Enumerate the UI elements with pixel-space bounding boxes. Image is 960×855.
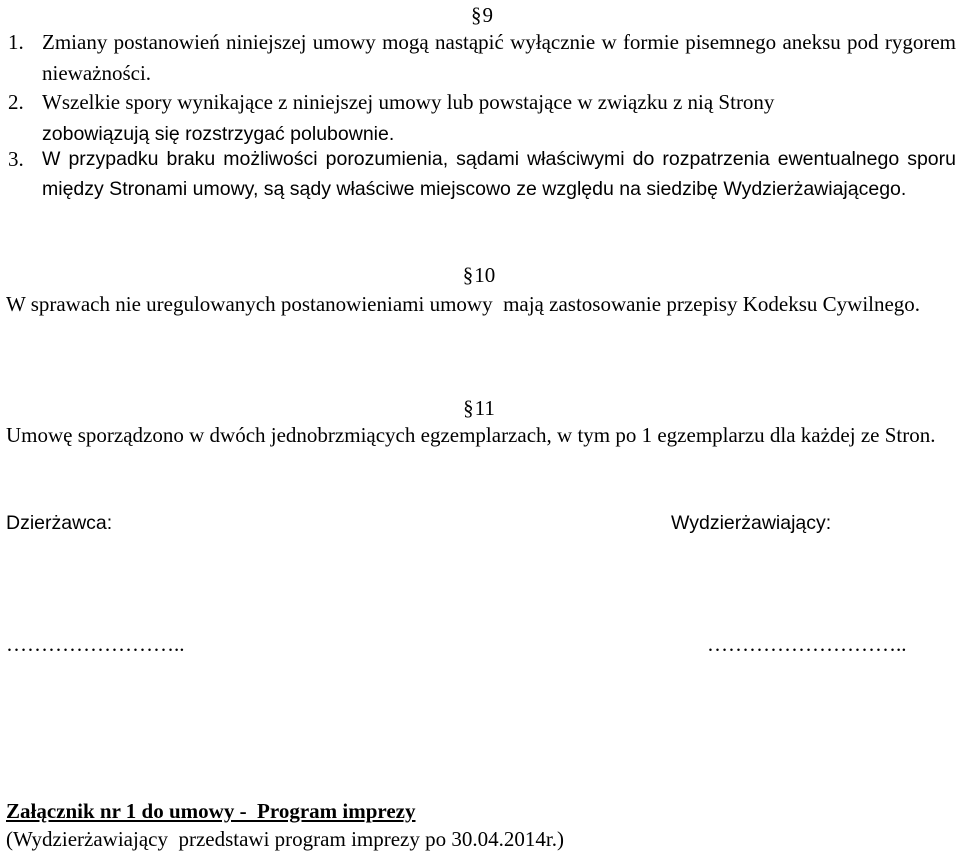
signature-label-lessor: Wydzierżawiający: (671, 512, 832, 534)
item-number: 2. (8, 90, 24, 114)
list-item-3 (8, 144, 956, 204)
list-item-1 (8, 27, 956, 89)
item-text-continued: zobowiązują się rozstrzygać polubownie. (42, 123, 395, 145)
section-number: 10 (474, 263, 496, 287)
item-text: Zmiany postanowień niniejszej umowy mogą nastąpić wyłącznie w formie pisemnego aneksu pod rygorem nieważności. (42, 30, 956, 85)
item-text-container (8, 87, 956, 150)
item-number: 3. (8, 147, 24, 171)
item-number: 1. (8, 30, 24, 54)
signature-label-lessee: Dzierżawca: (6, 512, 113, 534)
signature-line-lessor: ……………………….. (707, 632, 907, 656)
attachment-title-text: Załącznik nr 1 do umowy - Program imprezy (6, 799, 416, 823)
signature-line-lessee: …………………….. (6, 632, 185, 656)
section-10-heading (0, 262, 960, 288)
section-sign: § (462, 263, 474, 287)
section-sign: § (471, 3, 482, 27)
attachment-note: (Wydzierżawiający przedstawi program imprezy po 30.04.2014r.) (6, 827, 564, 851)
item-text: W przypadku braku możliwości porozumienia, sądami właściwymi do rozpatrzenia ewentualnego sporu między Stronami umowy, są sądy właściwe miejscowo ze względu na siedzibę Wydzierżawiającego. (42, 148, 956, 200)
section-sign: § (463, 396, 474, 420)
section-11-text: Umowę sporządzono w dwóch jednobrzmiących egzemplarzach, w tym po 1 egzemplarzu dla każdej ze Stron. (6, 423, 936, 447)
section-11-heading (0, 395, 960, 421)
section-9-heading (0, 2, 960, 28)
list-item-2 (8, 87, 956, 150)
section-number: 9 (482, 3, 493, 27)
item-text: Wszelkie spory wynikające z niniejszej umowy lub powstające w związku z nią Strony (42, 90, 775, 114)
attachment-title (6, 798, 415, 824)
section-number: 11 (474, 396, 495, 420)
section-10-text: W sprawach nie uregulowanych postanowieniami umowy mają zastosowanie przepisy Kodeksu Cywilnego. (6, 292, 921, 316)
